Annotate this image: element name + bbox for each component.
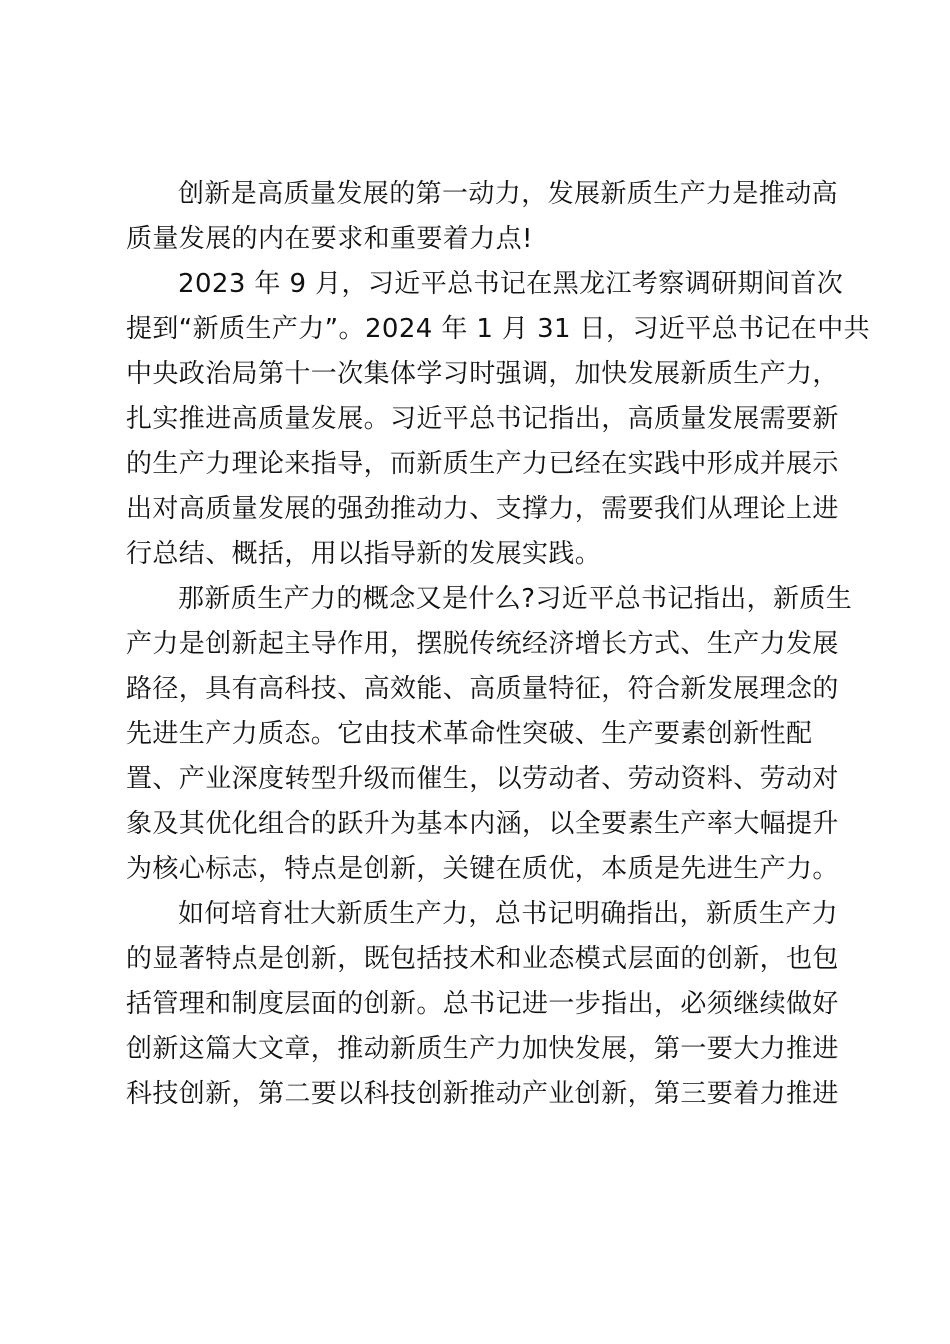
paragraph-line: 置、产业深度转型升级而催生，以劳动者、劳动资料、劳动对 (126, 764, 839, 794)
paragraph-3 (126, 577, 853, 892)
paragraph-line: 提到“新质生产力”。2024 年 1 月 31 日，习近平总书记在中共 (126, 314, 871, 344)
document-body (126, 172, 871, 1117)
paragraph-line: 如何培育壮大新质生产力，总书记明确指出，新质生产力 (178, 899, 839, 929)
paragraph-line: 那新质生产力的概念又是什么?习近平总书记指出，新质生 (178, 584, 853, 614)
paragraph-line: 路径，具有高科技、高效能、高质量特征，符合新发展理念的 (126, 674, 839, 704)
paragraph-line: 先进生产力质态。它由技术革命性突破、生产要素创新性配 (126, 719, 813, 749)
paragraph-1 (126, 172, 839, 262)
paragraph-line: 出对高质量发展的强劲推动力、支撑力，需要我们从理论上进 (126, 494, 839, 524)
paragraph-line: 象及其优化组合的跃升为基本内涵，以全要素生产率大幅提升 (126, 809, 839, 839)
paragraph-4 (126, 892, 839, 1117)
paragraph-2 (126, 262, 871, 577)
paragraph-line: 括管理和制度层面的创新。总书记进一步指出，必须继续做好 (126, 989, 839, 1019)
paragraph-line: 扎实推进高质量发展。习近平总书记指出，高质量发展需要新 (126, 404, 839, 434)
paragraph-line: 科技创新，第二要以科技创新推动产业创新，第三要着力推进 (126, 1079, 839, 1109)
paragraph-line: 产力是创新起主导作用，摆脱传统经济增长方式、生产力发展 (126, 629, 839, 659)
paragraph-line: 质量发展的内在要求和重要着力点! (126, 224, 533, 254)
paragraph-line: 2023 年 9 月，习近平总书记在黑龙江考察调研期间首次 (178, 269, 844, 299)
paragraph-line: 中央政治局第十一次集体学习时强调，加快发展新质生产力， (126, 359, 839, 389)
paragraph-line: 创新是高质量发展的第一动力，发展新质生产力是推动高 (178, 179, 839, 209)
paragraph-line: 的生产力理论来指导，而新质生产力已经在实践中形成并展示 (126, 449, 839, 479)
paragraph-line: 的显著特点是创新，既包括技术和业态模式层面的创新，也包 (126, 944, 839, 974)
paragraph-line: 为核心标志，特点是创新，关键在质优，本质是先进生产力。 (126, 854, 839, 884)
paragraph-line: 行总结、概括，用以指导新的发展实践。 (126, 539, 602, 569)
paragraph-line: 创新这篇大文章，推动新质生产力加快发展，第一要大力推进 (126, 1034, 839, 1064)
